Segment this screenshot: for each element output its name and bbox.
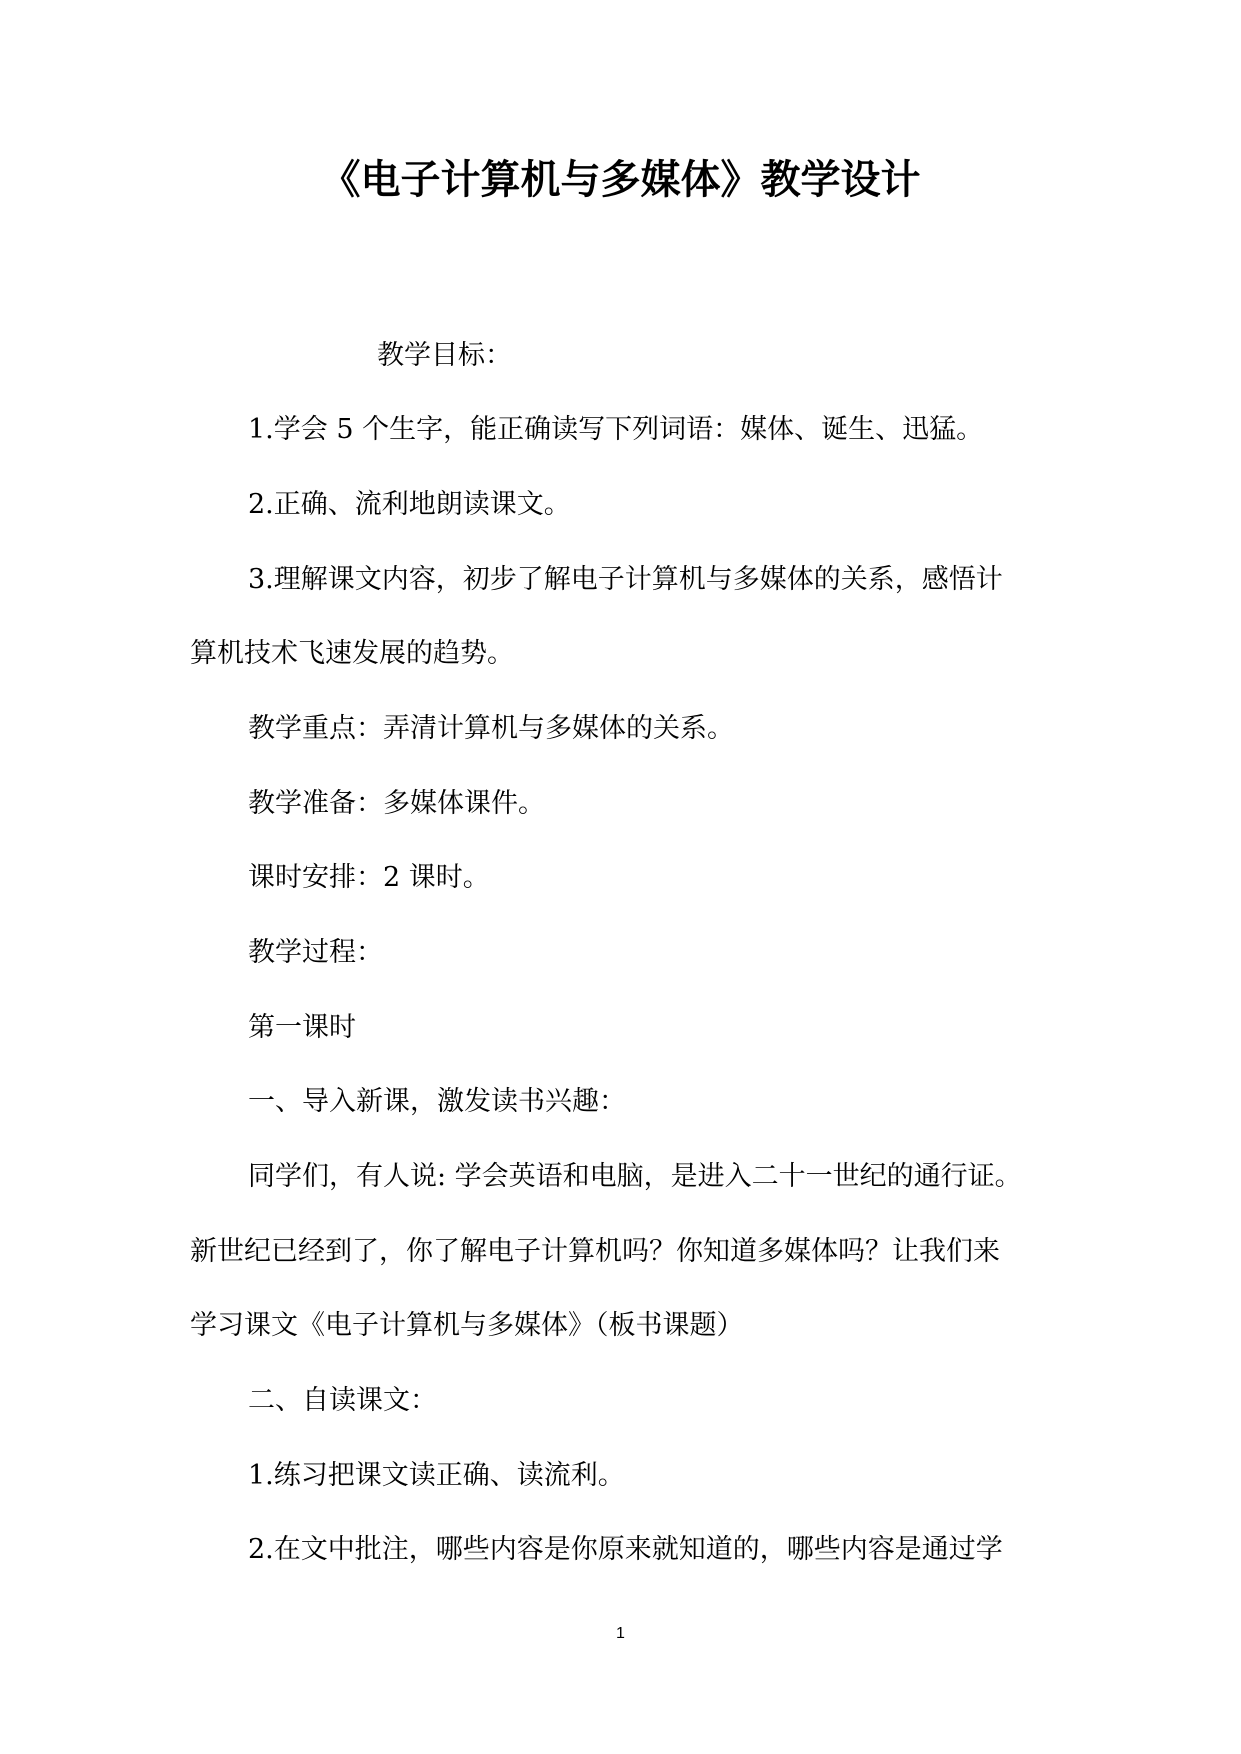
page-number: 1 <box>616 1625 625 1642</box>
paragraph-section-two: 二、自读课文： <box>248 1385 437 1416</box>
paragraph-preparation: 教学准备：多媒体课件。 <box>248 788 545 819</box>
document-title: 《电子计算机与多媒体》教学设计 <box>320 157 921 203</box>
paragraph-objective-2: 2.正确、流利地朗读课文。 <box>248 489 571 520</box>
paragraph-objective-3: 3.理解课文内容，初步了解电子计算机与多媒体的关系，感悟计 <box>248 564 1003 595</box>
paragraph-intro-cont-2: 学习课文《电子计算机与多媒体》（板书课题） <box>190 1310 744 1341</box>
paragraph-intro: 同学们，有人说: 学会英语和电脑，是进入二十一世纪的通行证。 <box>248 1161 1022 1192</box>
paragraph-objective-3-cont: 算机技术飞速发展的趋势。 <box>190 638 514 669</box>
paragraph-step-1: 1.练习把课文读正确、读流利。 <box>248 1460 625 1491</box>
paragraph-section-one: 一、导入新课，激发读书兴趣： <box>248 1086 626 1117</box>
paragraph-key-point: 教学重点：弄清计算机与多媒体的关系。 <box>248 713 734 744</box>
paragraph-objective-1: 1.学会 5 个生字，能正确读写下列词语：媒体、诞生、迅猛。 <box>248 414 984 445</box>
paragraph-intro-cont-1: 新世纪已经到了，你了解电子计算机吗？你知道多媒体吗？让我们来 <box>190 1236 1000 1267</box>
paragraph-objectives-heading: 教学目标： <box>377 340 512 371</box>
paragraph-step-2: 2.在文中批注，哪些内容是你原来就知道的，哪些内容是通过学 <box>248 1534 1003 1565</box>
paragraph-schedule: 课时安排：2 课时。 <box>248 862 490 893</box>
paragraph-lesson-one: 第一课时 <box>248 1012 356 1043</box>
paragraph-process-heading: 教学过程： <box>248 937 383 968</box>
